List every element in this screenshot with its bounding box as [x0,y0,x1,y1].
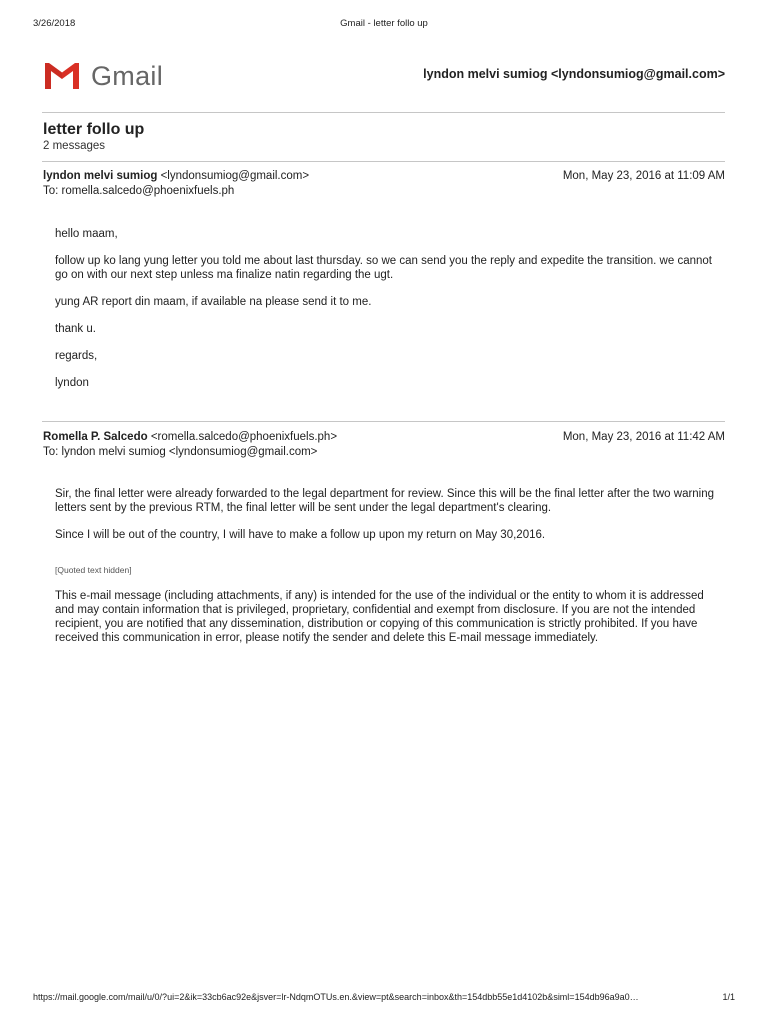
message-recipient: To: lyndon melvi sumiog <lyndonsumiog@gmail.com> [43,446,318,458]
message-recipient: To: romella.salcedo@phoenixfuels.ph [43,185,235,197]
print-header [33,18,735,32]
gmail-envelope-icon [42,61,82,91]
message-sender [43,431,337,443]
message-paragraph: Sir, the final letter were already forwarded to the legal department for review. Since this will be the final letter after the two warning letters sent by the previous RTM, the final letter will be sent under the legal department's clearing. [55,488,715,514]
message-paragraph: follow up ko lang yung letter you told me about last thursday. so we can send you the reply and expedite the transition. we cannot go on with our next step unless ma finalize natin regarding the ugt. [55,255,712,281]
message-date: Mon, May 23, 2016 at 11:42 AM [562,431,725,443]
sender-name: lyndon melvi sumiog [43,170,158,182]
thread-subject: letter follo up [43,121,145,138]
message-date: Mon, May 23, 2016 at 11:09 AM [562,170,725,182]
sender-email: <lyndonsumiog@gmail.com> [160,170,310,182]
gmail-wordmark: Gmail [91,60,164,91]
message-paragraph: lyndon [55,377,89,389]
sender-email: <romella.salcedo@phoenixfuels.ph> [150,431,338,443]
message-paragraph: hello maam, [55,228,118,240]
message-paragraph: Since I will be out of the country, I will have to make a follow up upon my return on May 30,2016. [55,529,546,541]
message-body [55,227,717,403]
message-count: 2 messages [43,140,106,152]
message-paragraph: yung AR report din maam, if available na please send it to me. [55,296,372,308]
message-paragraph: thank u. [55,323,96,335]
gmail-logo [42,59,163,93]
page-number: 1/1 [722,992,735,1002]
message-body [55,487,717,658]
print-title: Gmail - letter follo up [340,18,428,29]
print-url: https://mail.google.com/mail/u/0/?ui=2&ik=33cb6ac92e&jsver=lr-NdqmOTUs.en.&view=pt&search=inbox&th=154dbb55e1d4102b&siml=154db96a9a0… [33,992,639,1002]
divider [42,421,725,422]
message-1 [43,170,725,390]
message-paragraph: regards, [55,350,98,362]
message-2 [43,431,725,671]
print-date: 3/26/2018 [33,18,76,29]
message-sender [43,170,309,182]
sender-name: Romella P. Salcedo [43,431,148,443]
email-disclaimer: This e-mail message (including attachments, if any) is intended for the use of the individual or the entity to whom it is addressed and may contain information that is privileged, proprietary, confidential and exempt from disclosure. If you are not the intended recipient, you are notified that any dissemination, distribution or copying of this communication is strictly prohibited. If you have received this communication in error, please notify the sender and delete this E-mail message immediately. [55,590,704,644]
divider [42,161,725,162]
account-label: lyndon melvi sumiog <lyndonsumiog@gmail.com> [423,67,725,81]
quoted-text-toggle[interactable]: [Quoted text hidden] [55,565,132,575]
divider [42,112,725,113]
